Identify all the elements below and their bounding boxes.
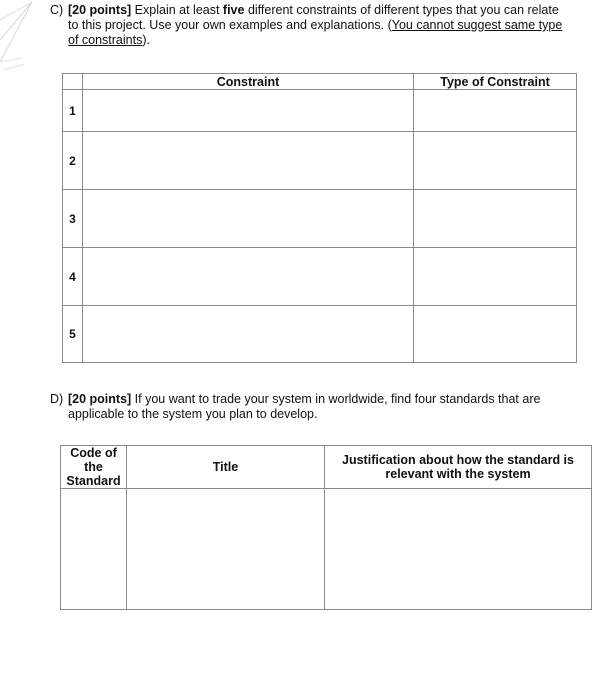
type-cell[interactable] [414, 90, 577, 132]
standards-table [60, 445, 592, 610]
section-c-points: [20 points] [68, 3, 132, 17]
row-number: 1 [63, 90, 83, 132]
header-number [63, 74, 83, 90]
header-type-of-constraint: Type of Constraint [414, 74, 577, 90]
type-cell[interactable] [414, 248, 577, 306]
constraints-table-header [63, 74, 577, 90]
row-number: 5 [63, 306, 83, 363]
header-justification: Justification about how the standard is relevant with the system [325, 446, 592, 489]
constraint-cell[interactable] [83, 132, 414, 190]
section-c-label: C) [50, 3, 64, 17]
header-title: Title [127, 446, 325, 489]
table-row [63, 90, 577, 132]
code-cell[interactable] [61, 489, 127, 610]
section-d-points: [20 points] [68, 392, 132, 406]
title-cell[interactable] [127, 489, 325, 610]
header-code-of-standard: Code of the Standard [61, 446, 127, 489]
constraints-table [62, 73, 577, 363]
table-row [61, 489, 592, 610]
row-number: 2 [63, 132, 83, 190]
section-c-instructions: C) [20 points] Explain at least five different constraints of different types that you can relate to this project. Use your own examples and explanations. (You cannot suggest same type of constraints). [50, 3, 563, 47]
section-d-label: D) [50, 392, 64, 406]
type-cell[interactable] [414, 306, 577, 363]
constraint-cell[interactable] [83, 306, 414, 363]
row-number: 4 [63, 248, 83, 306]
type-cell[interactable] [414, 132, 577, 190]
table-row [63, 248, 577, 306]
row-number: 3 [63, 190, 83, 248]
table-row [63, 190, 577, 248]
standards-table-header [61, 446, 592, 489]
type-cell[interactable] [414, 190, 577, 248]
header-constraint: Constraint [83, 74, 414, 90]
constraint-cell[interactable] [83, 90, 414, 132]
justification-cell[interactable] [325, 489, 592, 610]
table-row [63, 132, 577, 190]
constraint-cell[interactable] [83, 190, 414, 248]
section-d-instructions: D) [20 points] If you want to trade your system in worldwide, find four standards that are applicable to the system you plan to develop. [50, 392, 541, 421]
constraint-cell[interactable] [83, 248, 414, 306]
table-row [63, 306, 577, 363]
